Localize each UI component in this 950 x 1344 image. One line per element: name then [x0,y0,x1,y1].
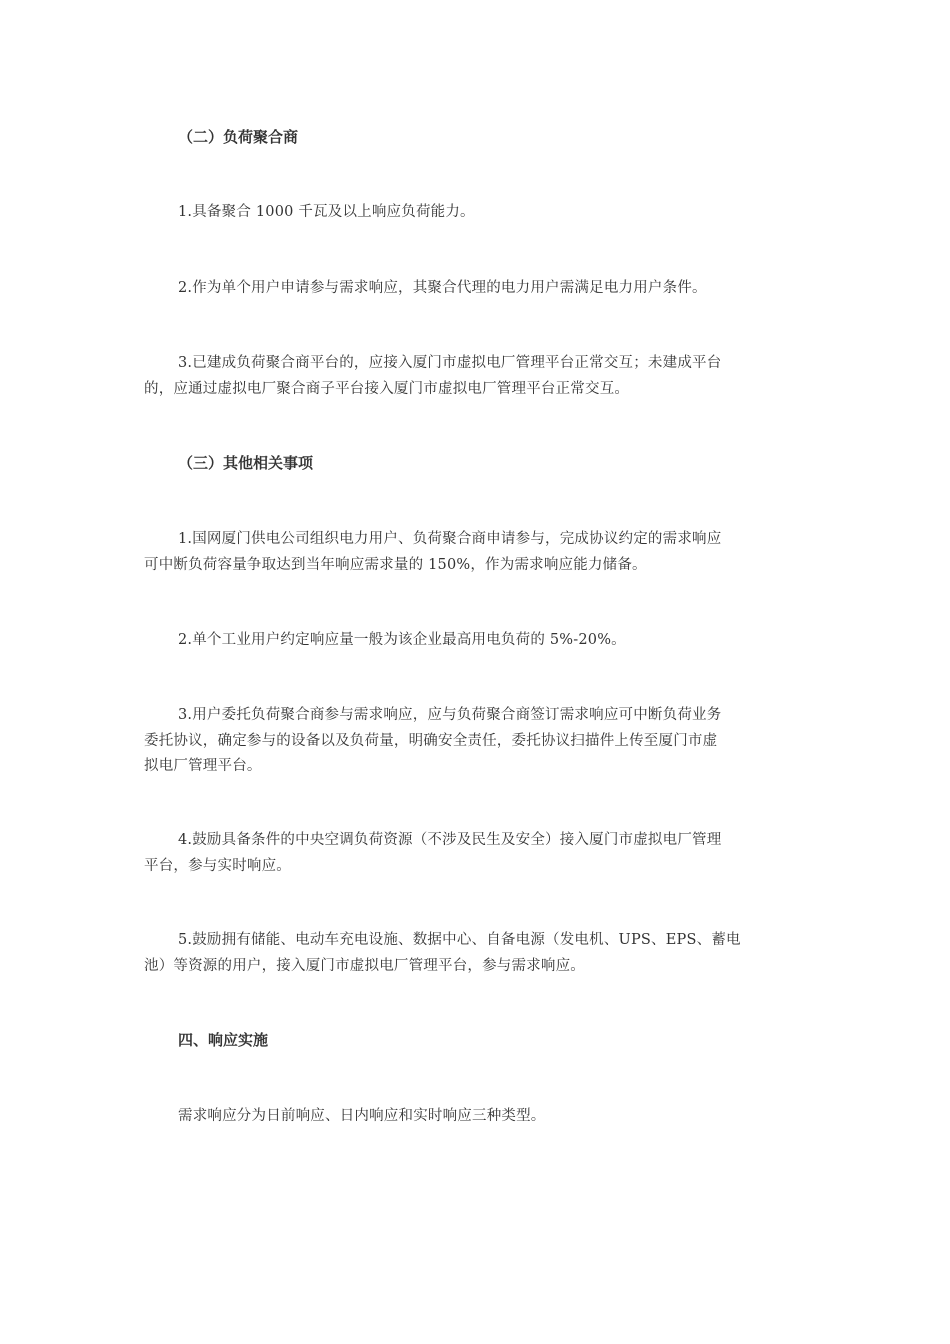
paragraph-line: 4.鼓励具备条件的中央空调负荷资源（不涉及民生及安全）接入厦门市虚拟电厂管理 [178,832,722,848]
paragraph-line: 的，应通过虚拟电厂聚合商子平台接入厦门市虚拟电厂管理平台正常交互。 [144,380,630,397]
paragraph-line: 拟电厂管理平台。 [144,758,262,774]
paragraph-text [144,527,800,578]
paragraph [144,703,800,780]
paragraph-line: 1.国网厦门供电公司组织电力用户、负荷聚合商申请参与，完成协议约定的需求响应 [178,531,722,547]
paragraph-line: 平台，参与实时响应。 [144,857,291,874]
paragraph-line: 5.鼓励拥有储能、电动车充电设施、数据中心、自备电源（发电机、UPS、EPS、蓄电 [178,932,741,948]
paragraph-line: 2.单个工业用户约定响应量一般为该企业最高用电负荷的 5%-20%。 [178,632,626,648]
section-heading-2 [144,125,800,150]
paragraph [144,276,800,302]
section-heading-3 [144,451,800,476]
paragraph-line: 池）等资源的用户，接入厦门市虚拟电厂管理平台，参与需求响应。 [144,957,585,974]
paragraph [144,200,800,226]
paragraph-text [144,928,800,979]
heading-response-implementation: 四、响应实施 [178,1031,269,1049]
heading-load-aggregator: （二）负荷聚合商 [178,128,299,146]
paragraph-text [144,628,800,654]
paragraph-text [144,200,800,226]
paragraph-text [144,351,800,402]
paragraph-line: 需求响应分为日前响应、日内响应和实时响应三种类型。 [178,1108,546,1124]
paragraph-text [144,276,800,302]
paragraph [144,351,800,402]
paragraph-line: 3.已建成负荷聚合商平台的，应接入厦门市虚拟电厂管理平台正常交互；未建成平台 [178,355,722,371]
section-heading-4 [144,1028,800,1053]
heading-other-matters: （三）其他相关事项 [178,454,314,472]
paragraph-line: 3.用户委托负荷聚合商参与需求响应，应与负荷聚合商签订需求响应可中断负荷业务 [178,707,722,723]
paragraph-text [144,703,800,780]
paragraph-line: 2.作为单个用户申请参与需求响应，其聚合代理的电力用户需满足电力用户条件。 [178,280,707,296]
paragraph [144,628,800,654]
paragraph-line: 可中断负荷容量争取达到当年响应需求量的 150%，作为需求响应能力储备。 [144,556,647,573]
paragraph-text [144,828,800,879]
paragraph [144,1104,800,1130]
paragraph-line: 1.具备聚合 1000 千瓦及以上响应负荷能力。 [178,204,475,220]
paragraph-text [144,1104,800,1130]
paragraph [144,928,800,979]
paragraph-line: 委托协议，确定参与的设备以及负荷量，明确安全责任，委托协议扫描件上传至厦门市虚 [144,732,718,749]
paragraph [144,527,800,578]
paragraph [144,828,800,879]
